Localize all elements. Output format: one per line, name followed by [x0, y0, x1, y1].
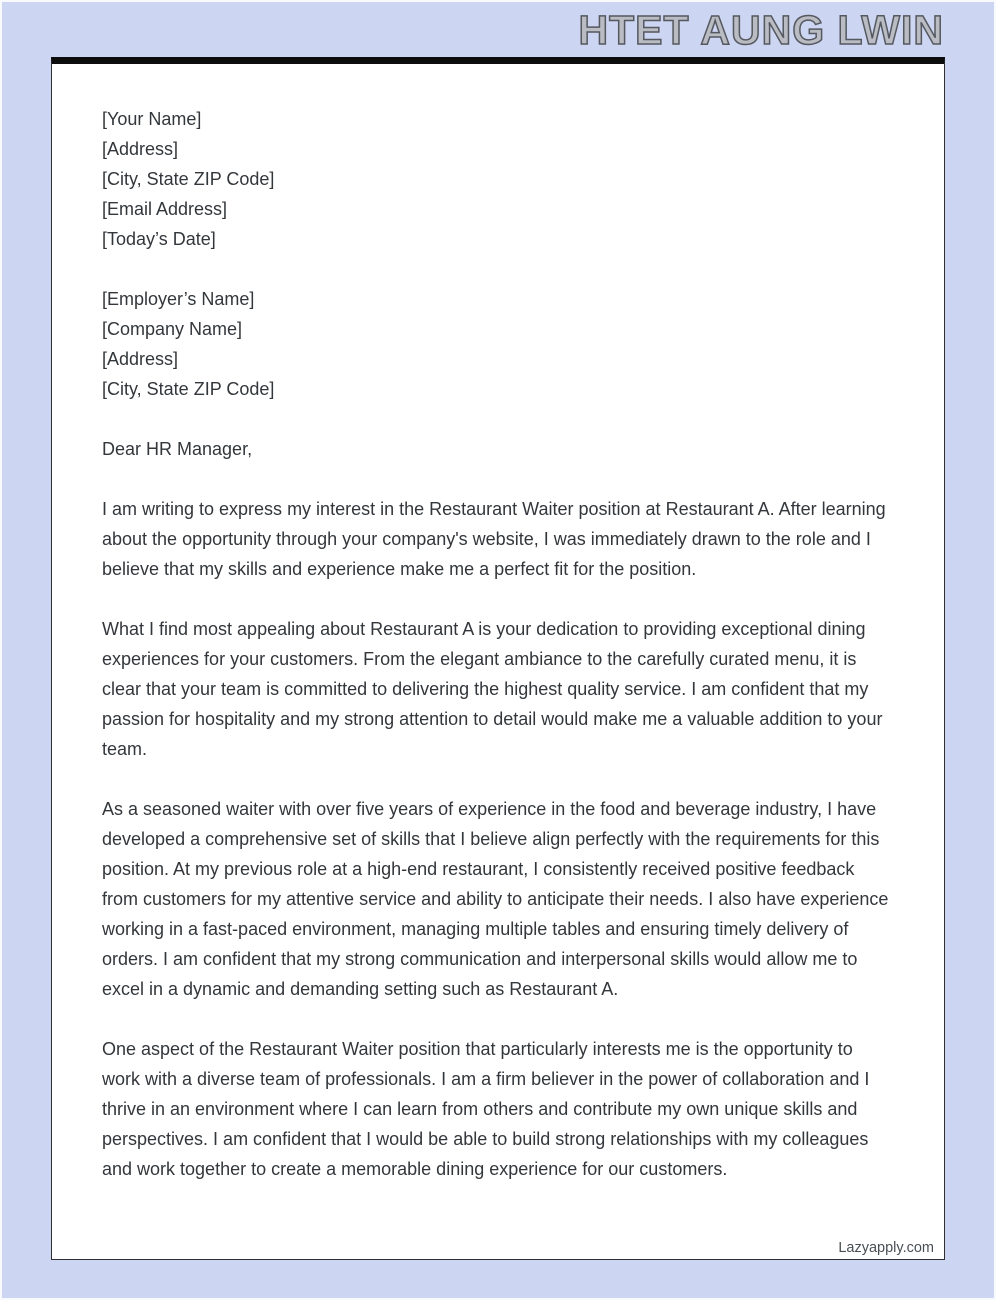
recipient-block [102, 284, 890, 404]
sender-address-line: [Address] [102, 139, 179, 159]
letter-paragraph-teamwork: One aspect of the Restaurant Waiter position that particularly interests me is the opportunity to work with a diverse team of professionals. I am a firm believer in the power of collaboration and I thrive in an environment where I can learn from others and contribute my own unique skills and perspectives. I am confident that I would be able to build strong relationships with my colleagues and work together to create a memorable dining experience for our customers. [102, 1039, 870, 1179]
sender-city-line: [City, State ZIP Code] [102, 169, 275, 189]
brand-logo-text: HTET AUNG LWIN [578, 7, 944, 53]
lazyapply-watermark: Lazyapply.com [838, 1240, 934, 1256]
recipient-name-line: [Employer’s Name] [102, 289, 255, 309]
sender-name-line: [Your Name] [102, 109, 202, 129]
letter-paragraph-intro: I am writing to express my interest in the Restaurant Waiter position at Restaurant A. After learning about the opportunity through your company's website, I was immediately drawn to the role and I believe that my skills and experience make me a perfect fit for the position. [102, 499, 886, 579]
letter-body [102, 104, 890, 1184]
sender-date-line: [Today’s Date] [102, 229, 216, 249]
letter-paragraph-appeal: What I find most appealing about Restaurant A is your dedication to providing exceptional dining experiences for your customers. From the elegant ambiance to the carefully curated menu, it is clear that your team is committed to delivering the highest quality service. I am confident that my passion for hospitality and my strong attention to detail would make me a valuable addition to your team. [102, 619, 883, 759]
salutation: Dear HR Manager, [102, 439, 253, 459]
recipient-company-line: [Company Name] [102, 319, 243, 339]
letter-page [51, 57, 945, 1260]
recipient-address-line: [Address] [102, 349, 179, 369]
sender-block [102, 104, 890, 254]
sender-email-line: [Email Address] [102, 199, 228, 219]
letter-paragraph-experience: As a seasoned waiter with over five years of experience in the food and beverage industry, I have developed a comprehensive set of skills that I believe align perfectly with the requirements for this position. At my previous role at a high-end restaurant, I consistently received positive feedback from customers for my attentive service and ability to anticipate their needs. I also have experience working in a fast-paced environment, managing multiple tables and ensuring timely delivery of orders. I am confident that my strong communication and interpersonal skills would allow me to excel in a dynamic and demanding setting such as Restaurant A. [102, 799, 889, 999]
recipient-city-line: [City, State ZIP Code] [102, 379, 275, 399]
